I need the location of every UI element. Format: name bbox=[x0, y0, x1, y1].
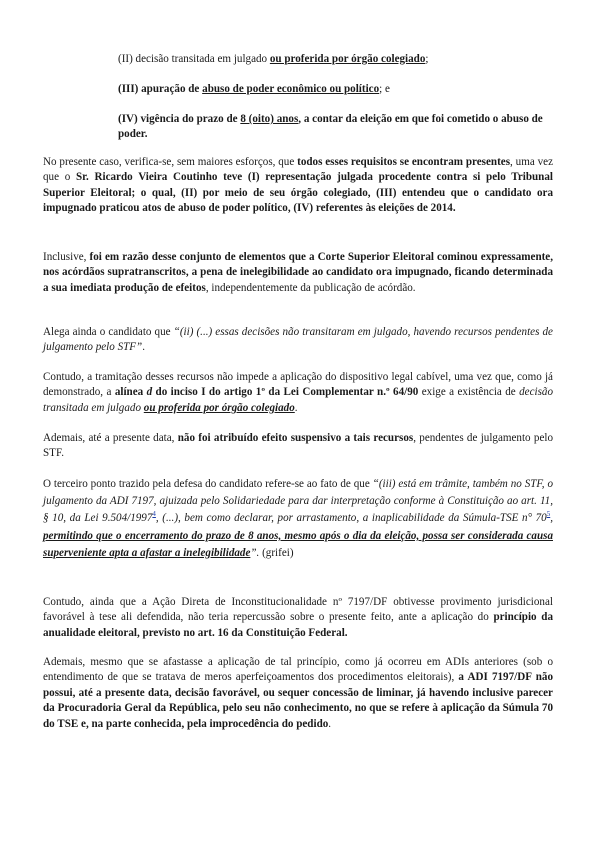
paragraph-contudo-1 bbox=[43, 370, 553, 416]
text-run: do inciso I do artigo 1º da Lei Complementar n.º 64/90 bbox=[152, 386, 419, 399]
text-run: , (...), bem como declarar, por arrastamento, a inaplicabilidade da Súmula-TSE n° 70 bbox=[155, 512, 547, 525]
text-run: Inclusive, bbox=[43, 251, 90, 263]
paragraph-ademais-1 bbox=[43, 431, 553, 462]
paragraph-alega bbox=[43, 325, 553, 356]
paragraph-requirements-met bbox=[43, 155, 553, 217]
requirement-iv bbox=[118, 112, 553, 143]
paragraph-contudo-2 bbox=[43, 595, 553, 641]
text-run: todos esses requisitos se encontram presentes bbox=[297, 156, 511, 168]
paragraph-ademais-2 bbox=[43, 655, 553, 732]
text-run: No presente caso, verifica-se, sem maiores esforços, que bbox=[43, 156, 298, 168]
text-run: exige a existência de bbox=[418, 386, 520, 399]
text-run: não foi atribuído efeito suspensivo a tais recursos bbox=[177, 432, 414, 444]
footnote-reference[interactable]: 5 bbox=[546, 510, 551, 519]
text-run: “(ii) (...) essas decisões não transitaram em julgado, havendo recursos pendentes de julgamento pelo STF” bbox=[43, 326, 553, 354]
text-run: ou proferida por órgão colegiado bbox=[269, 53, 426, 65]
text-run: alínea bbox=[114, 386, 147, 399]
text-run: Alega ainda o candidato que bbox=[43, 326, 174, 338]
text-run: Ademais, até a presente data, bbox=[43, 432, 178, 444]
text-run: O terceiro ponto trazido pela defesa do candidato refere-se ao fato de que bbox=[43, 478, 373, 490]
text-run: (II) decisão transitada em julgado bbox=[118, 53, 270, 65]
text-run: Contudo, ainda que a Ação Direta de Inconstitucionalidade nº 7197/DF obtivesse provimento jurisdicional favorável à tese ali defendida, não teria repercussão sobre o presente feito, ante a aplicação do bbox=[43, 596, 553, 624]
text-run: , independentemente da publicação de acórdão. bbox=[205, 281, 416, 294]
text-run: Contudo, a tramitação desses recursos não impede a aplicação do dispositivo legal cabível, uma vez que, como já demonstrado, a bbox=[43, 371, 553, 399]
text-run: . bbox=[294, 401, 298, 414]
text-run: , bbox=[550, 512, 554, 525]
text-run: Ademais, mesmo que se afastasse a aplicação de tal princípio, como já ocorreu em ADIs anteriores (sob o entendimento de que se tratava de meros aperfeiçoamentos dos procedimentos eleitorais), bbox=[43, 656, 553, 684]
text-run: Sr. Ricardo Vieira Coutinho teve (I) representação julgada procedente contra si pelo Tribunal Superior Eleitoral; o qual, (II) por meio de seu órgão colegiado, (III) entendeu que o candidato ora impugnado praticou atos de abuso de poder político, (IV) referentes às eleições de 2014. bbox=[43, 171, 553, 215]
paragraph-inclusive bbox=[43, 250, 553, 296]
text-run: d bbox=[146, 386, 153, 399]
text-run: “(iii) está em trâmite, também no STF, o julgamento da ADI 7197, ajuizada pelo Solidariedade para dar interpretação conforme à Constituição ao art. 11, § 10, da Lei 9.504/1997 bbox=[43, 478, 553, 525]
requirement-iii bbox=[118, 82, 553, 97]
text-run: (IV) vigência do prazo de bbox=[118, 113, 241, 125]
text-run: (grifei) bbox=[259, 546, 294, 559]
text-run: , a contar da eleição em que foi cometido o abuso de poder. bbox=[118, 113, 543, 141]
text-run: ”. bbox=[250, 546, 260, 559]
paragraph-terceiro-ponto bbox=[43, 476, 553, 562]
text-run: . bbox=[328, 717, 332, 730]
footnote-reference[interactable]: 4 bbox=[152, 510, 156, 519]
text-run: ou proferida por órgão colegiado bbox=[143, 401, 295, 414]
text-run: ; e bbox=[379, 83, 390, 95]
text-run: . bbox=[142, 341, 146, 354]
text-run: princípio da anualidade eleitoral, previsto no art. 16 da Constituição Federal. bbox=[43, 611, 553, 639]
text-run: (III) apuração de bbox=[118, 83, 203, 95]
text-run: foi em razão desse conjunto de elementos que a Corte Superior Eleitoral cominou expressamente, nos acórdãos supratranscritos, a pena de inelegibilidade ao candidato ora impugnado, ficando determinada a sua imediata produção de efeitos bbox=[43, 251, 554, 294]
text-run: , pendentes de julgamento pelo STF. bbox=[43, 432, 553, 460]
text-run: , uma vez que o bbox=[43, 156, 553, 184]
text-run: ; bbox=[425, 53, 429, 65]
text-run: a ADI 7197/DF não possui, até a presente data, decisão favorável, ou sequer concessão de liminar, já havendo inclusive parecer da Procuradoria Geral da República, pelo seu não conhecimento, no que se refere à aplicação da Súmula 70 do TSE e, na parte conhecida, pela improcedência do pedido bbox=[43, 671, 553, 730]
text-run: 8 (oito) anos bbox=[240, 113, 299, 125]
text-run: abuso de poder econômico ou político bbox=[202, 83, 380, 95]
text-run: permitindo que o encerramento do prazo de 8 anos, mesmo após o dia da eleição, possa ser considerada causa superveniente apta a afastar a inelegibilidade bbox=[43, 529, 553, 559]
requirement-ii bbox=[118, 52, 553, 67]
text-run: decisão transitada em julgado bbox=[43, 386, 554, 414]
